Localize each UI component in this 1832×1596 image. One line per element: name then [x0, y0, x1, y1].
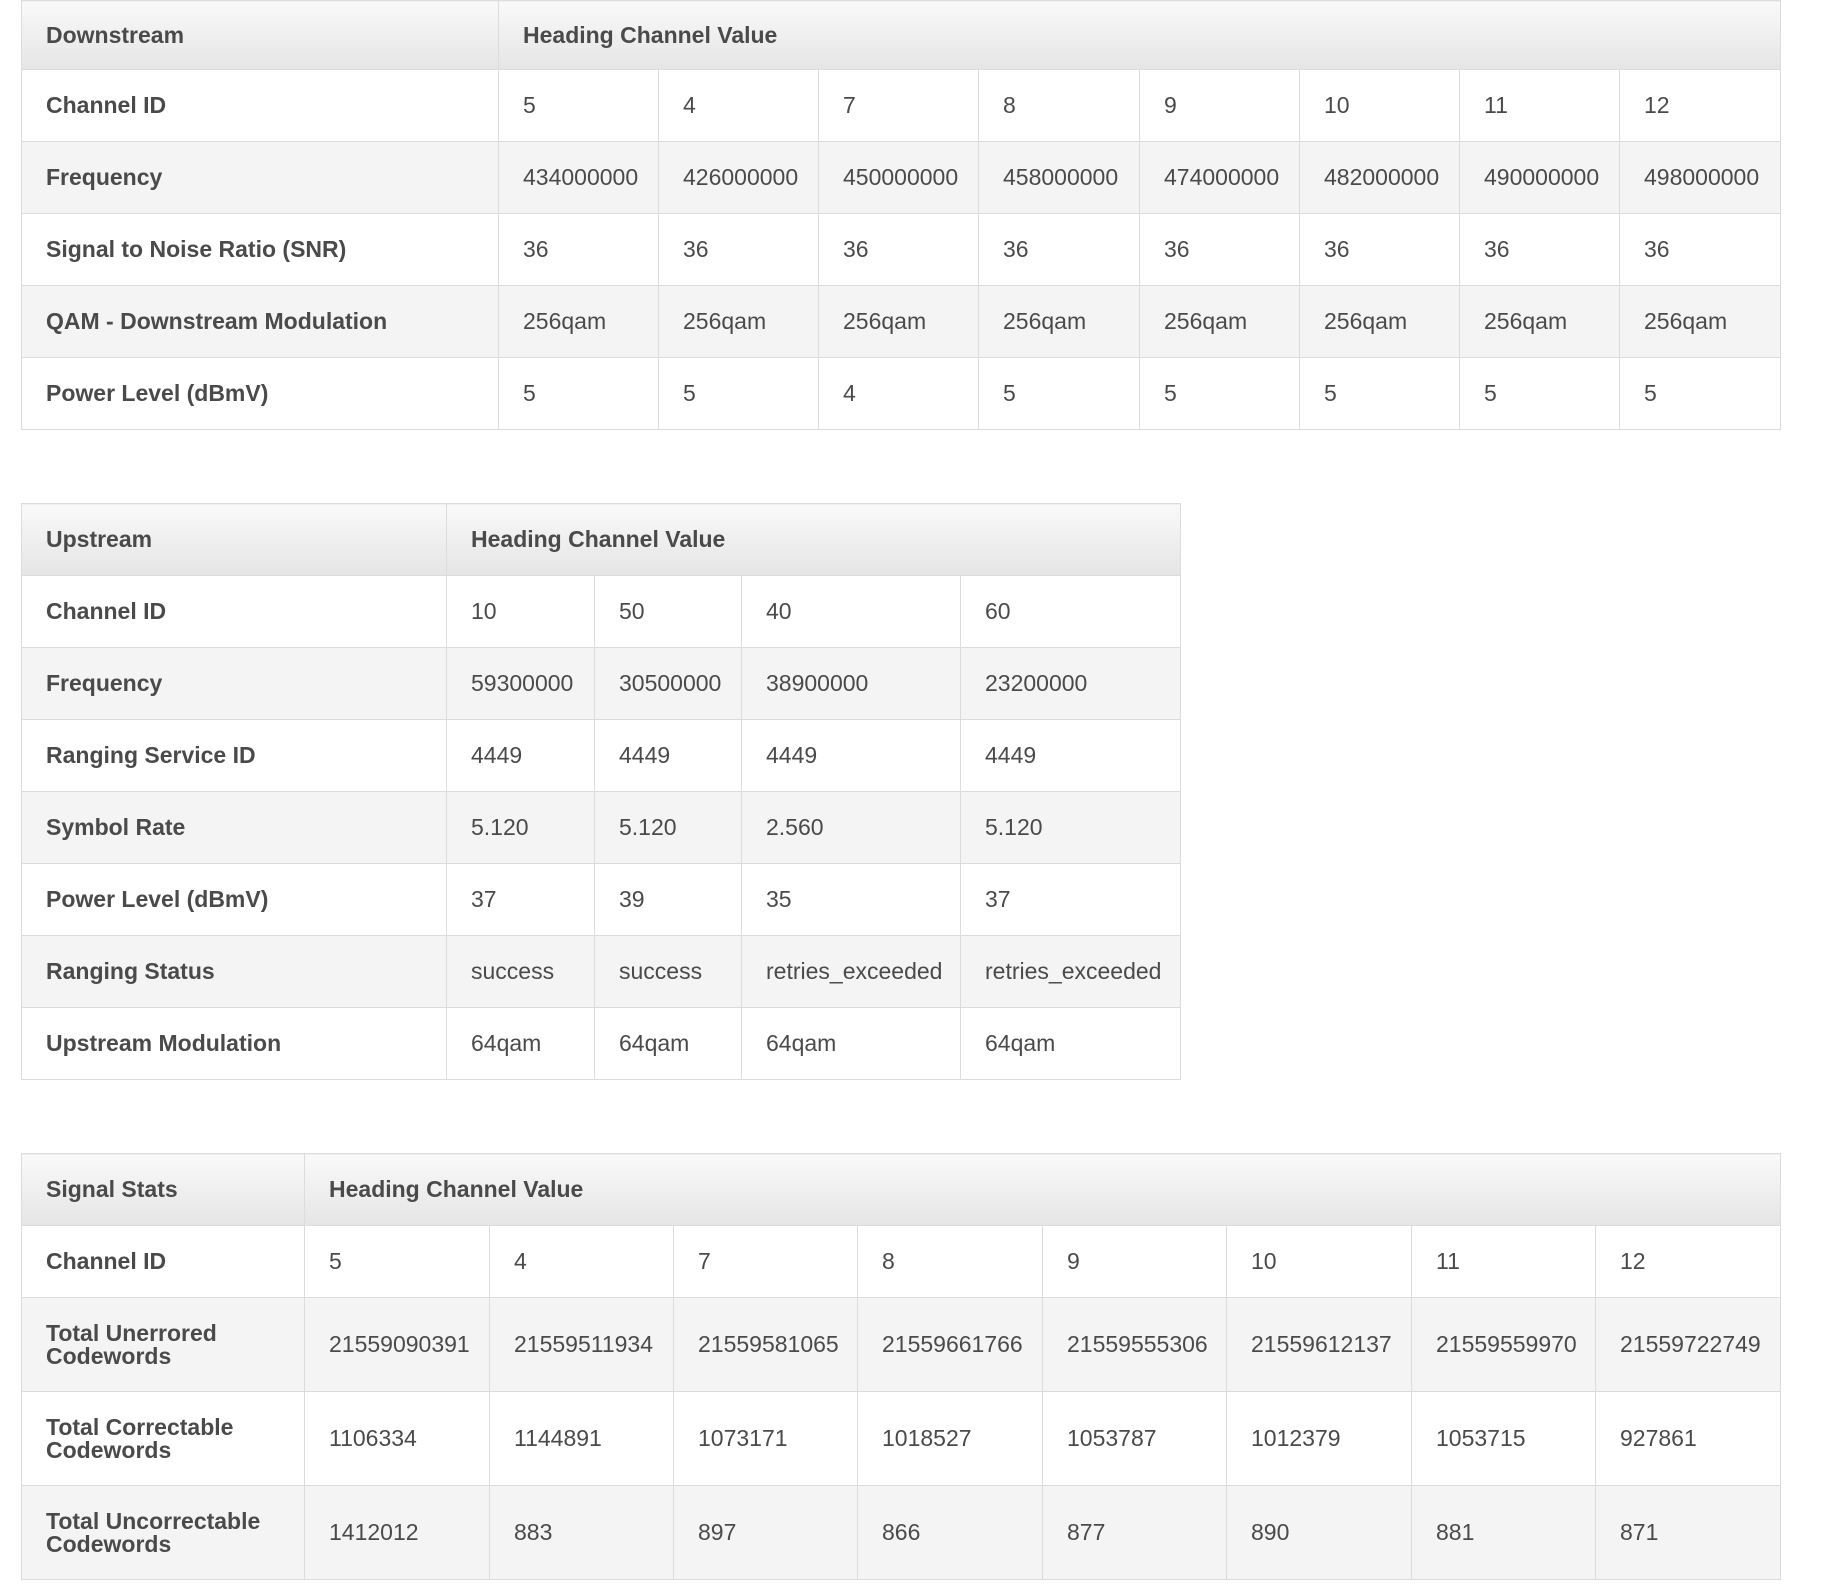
cell: 1106334 [305, 1392, 490, 1486]
upstream-row-ranging-status [22, 936, 1181, 1008]
cell: 50 [595, 576, 742, 648]
row-label: Frequency [22, 648, 447, 720]
downstream-row-frequency [22, 142, 1781, 214]
cell: 21559661766 [858, 1298, 1043, 1392]
cell: 4449 [447, 720, 595, 792]
cell: 12 [1596, 1226, 1781, 1298]
downstream-row-channel-id [22, 70, 1781, 142]
cell: 5.120 [595, 792, 742, 864]
upstream-header-row [22, 504, 1181, 576]
row-label: Channel ID [22, 1226, 305, 1298]
downstream-row-power-level [22, 358, 1781, 430]
upstream-row-power-level [22, 864, 1181, 936]
cell: 5 [305, 1226, 490, 1298]
row-label: Power Level (dBmV) [22, 864, 447, 936]
cell: 36 [1300, 214, 1460, 286]
cell: 4 [490, 1226, 674, 1298]
signal-stats-row-channel-id [22, 1226, 1781, 1298]
upstream-row-modulation [22, 1008, 1181, 1080]
downstream-title: Downstream [22, 1, 499, 70]
cell: 21559559970 [1412, 1298, 1596, 1392]
signal-stats-row-correctable [22, 1392, 1781, 1486]
cell: 36 [1620, 214, 1781, 286]
cell: 10 [447, 576, 595, 648]
cell: 10 [1227, 1226, 1412, 1298]
cell: 36 [499, 214, 659, 286]
upstream-heading: Heading Channel Value [447, 504, 1181, 576]
signal-stats-table [21, 1153, 1781, 1580]
cell: 877 [1043, 1486, 1227, 1580]
cell: 23200000 [961, 648, 1181, 720]
cell: success [595, 936, 742, 1008]
cell: 5 [499, 358, 659, 430]
cell: 927861 [1596, 1392, 1781, 1486]
cell: 21559722749 [1596, 1298, 1781, 1392]
signal-stats-row-unerrored [22, 1298, 1781, 1392]
cell: 256qam [659, 286, 819, 358]
row-label: Channel ID [22, 576, 447, 648]
cell: success [447, 936, 595, 1008]
cell: 5 [499, 70, 659, 142]
cell: 256qam [1460, 286, 1620, 358]
cell: 7 [819, 70, 979, 142]
cell: 8 [858, 1226, 1043, 1298]
cell: 871 [1596, 1486, 1781, 1580]
cell: 64qam [961, 1008, 1181, 1080]
cell: 5.120 [961, 792, 1181, 864]
cell: 881 [1412, 1486, 1596, 1580]
cell: 36 [819, 214, 979, 286]
cell: 4449 [961, 720, 1181, 792]
cell: 897 [674, 1486, 858, 1580]
upstream-row-ranging-service-id [22, 720, 1181, 792]
upstream-title: Upstream [22, 504, 447, 576]
cell: 39 [595, 864, 742, 936]
cell: 5 [659, 358, 819, 430]
cell: 37 [447, 864, 595, 936]
cell: 36 [1140, 214, 1300, 286]
row-label: Channel ID [22, 70, 499, 142]
row-label: Power Level (dBmV) [22, 358, 499, 430]
cell: 4449 [595, 720, 742, 792]
cell: 1018527 [858, 1392, 1043, 1486]
cell: 7 [674, 1226, 858, 1298]
signal-stats-title: Signal Stats [22, 1154, 305, 1226]
row-label: Ranging Service ID [22, 720, 447, 792]
cell: 37 [961, 864, 1181, 936]
cell: 256qam [1140, 286, 1300, 358]
row-label: Ranging Status [22, 936, 447, 1008]
cell: 9 [1043, 1226, 1227, 1298]
cell: 890 [1227, 1486, 1412, 1580]
cell: 426000000 [659, 142, 819, 214]
cell: 5.120 [447, 792, 595, 864]
cell: 59300000 [447, 648, 595, 720]
cell: 4 [659, 70, 819, 142]
cell: 9 [1140, 70, 1300, 142]
cell: 1053715 [1412, 1392, 1596, 1486]
row-label: Frequency [22, 142, 499, 214]
cell: 38900000 [742, 648, 961, 720]
cell: 434000000 [499, 142, 659, 214]
cell: 256qam [819, 286, 979, 358]
cell: retries_exceeded [742, 936, 961, 1008]
cell: 5 [1460, 358, 1620, 430]
cell: 1012379 [1227, 1392, 1412, 1486]
downstream-header-row [22, 1, 1781, 70]
downstream-table [21, 0, 1781, 430]
row-label: Total Correctable Codewords [22, 1392, 305, 1486]
row-label: Signal to Noise Ratio (SNR) [22, 214, 499, 286]
cell: 21559581065 [674, 1298, 858, 1392]
cell: 36 [979, 214, 1140, 286]
cell: 64qam [595, 1008, 742, 1080]
cell: 256qam [979, 286, 1140, 358]
cell: 60 [961, 576, 1181, 648]
cell: retries_exceeded [961, 936, 1181, 1008]
cell: 256qam [499, 286, 659, 358]
cell: 5 [979, 358, 1140, 430]
downstream-heading: Heading Channel Value [499, 1, 1781, 70]
cell: 4 [819, 358, 979, 430]
cell: 450000000 [819, 142, 979, 214]
cell: 5 [1620, 358, 1781, 430]
upstream-row-symbol-rate [22, 792, 1181, 864]
downstream-row-modulation [22, 286, 1781, 358]
cell: 474000000 [1140, 142, 1300, 214]
cell: 866 [858, 1486, 1043, 1580]
cell: 21559555306 [1043, 1298, 1227, 1392]
cell: 64qam [447, 1008, 595, 1080]
cell: 5 [1140, 358, 1300, 430]
cell: 1073171 [674, 1392, 858, 1486]
cell: 1053787 [1043, 1392, 1227, 1486]
cell: 490000000 [1460, 142, 1620, 214]
signal-stats-heading: Heading Channel Value [305, 1154, 1781, 1226]
cell: 482000000 [1300, 142, 1460, 214]
cell: 1412012 [305, 1486, 490, 1580]
row-label: Symbol Rate [22, 792, 447, 864]
cell: 5 [1300, 358, 1460, 430]
cell: 2.560 [742, 792, 961, 864]
cell: 1144891 [490, 1392, 674, 1486]
signal-stats-header-row [22, 1154, 1781, 1226]
cell: 498000000 [1620, 142, 1781, 214]
upstream-row-frequency [22, 648, 1181, 720]
upstream-table [21, 503, 1181, 1080]
cell: 12 [1620, 70, 1781, 142]
cell: 8 [979, 70, 1140, 142]
row-label: Upstream Modulation [22, 1008, 447, 1080]
cell: 21559511934 [490, 1298, 674, 1392]
cell: 64qam [742, 1008, 961, 1080]
row-label: QAM - Downstream Modulation [22, 286, 499, 358]
row-label: Total Uncorrectable Codewords [22, 1486, 305, 1580]
cell: 21559090391 [305, 1298, 490, 1392]
cell: 36 [659, 214, 819, 286]
cell: 4449 [742, 720, 961, 792]
cell: 36 [1460, 214, 1620, 286]
cell: 35 [742, 864, 961, 936]
cell: 11 [1460, 70, 1620, 142]
cell: 40 [742, 576, 961, 648]
cell: 11 [1412, 1226, 1596, 1298]
cell: 30500000 [595, 648, 742, 720]
row-label: Total Unerrored Codewords [22, 1298, 305, 1392]
cell: 458000000 [979, 142, 1140, 214]
cell: 10 [1300, 70, 1460, 142]
signal-stats-row-uncorrectable [22, 1486, 1781, 1580]
upstream-row-channel-id [22, 576, 1181, 648]
cell: 256qam [1620, 286, 1781, 358]
cell: 883 [490, 1486, 674, 1580]
downstream-row-snr [22, 214, 1781, 286]
cell: 256qam [1300, 286, 1460, 358]
cell: 21559612137 [1227, 1298, 1412, 1392]
